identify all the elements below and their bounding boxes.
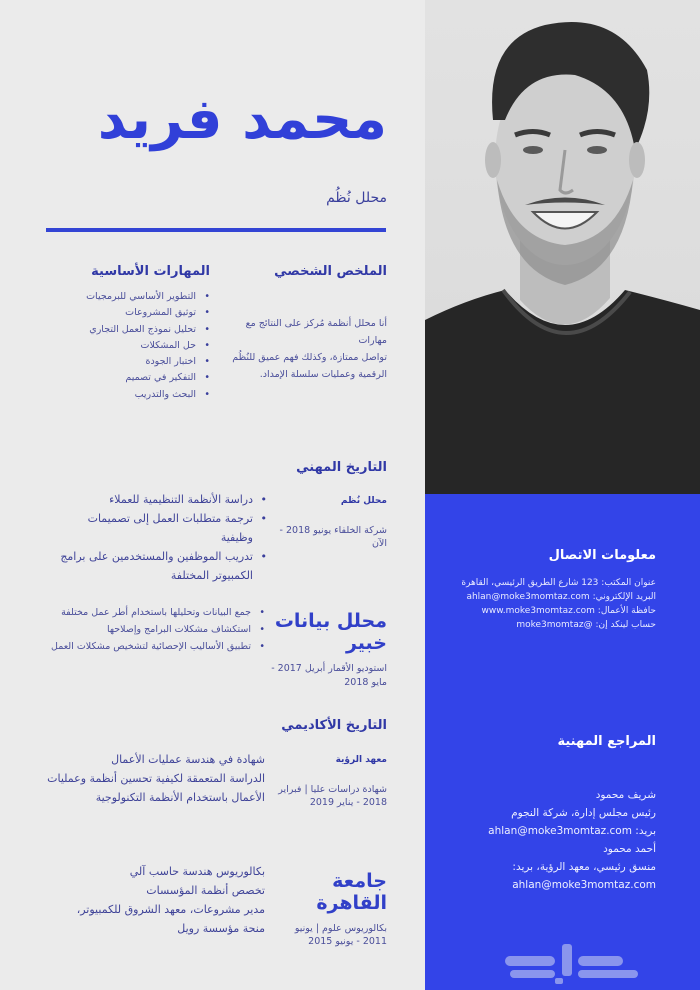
duty-item: • دراسة الأنظمة التنظيمية للعملاء: [52, 490, 253, 509]
reference-2-title: منسق رئيسي، معهد الرؤية، بريد:: [512, 861, 656, 873]
contact-title: معلومات الاتصال: [548, 548, 656, 563]
skill-item: • اختبار الجودة: [60, 354, 196, 370]
duty-item: • تطبيق الأساليب الإحصائية لتشخيص مشكلات العمل: [50, 638, 251, 655]
references-lines: [488, 786, 656, 894]
job-1-meta: [277, 496, 387, 550]
contact-linkedin[interactable]: حساب لينكد إن: @moke3momtaz: [516, 620, 656, 630]
skill-item: • البحث والتدريب: [60, 387, 196, 403]
reference-1-email[interactable]: بريد: ahlan@moke3momtaz.com: [488, 825, 656, 837]
duty-item: • ترجمة متطلبات العمل إلى تصميمات وظيفية: [52, 509, 253, 547]
job-2-company-dates: استوديو الأقمار أبريل 2017 - مايو 2018: [271, 663, 387, 688]
reference-2-name: أحمد محمود: [603, 843, 656, 855]
reference-2-email[interactable]: ahlan@moke3momtaz.com: [512, 879, 656, 891]
summary-title: الملخص الشخصي: [274, 264, 387, 279]
edu-1-details: شهادة في هندسة عمليات الأعمال الدراسة المتعمقة لكيفية تحسين أنظمة وعمليات الأعمال باستخدام الأنظمة التكنولوجية: [47, 753, 265, 804]
work-history-title: التاريخ المهني: [296, 460, 387, 475]
contact-panel: [425, 494, 700, 990]
reference-1-title: رئيس مجلس إدارة، شركة النجوم: [511, 807, 656, 819]
edu-2-details: بكالوريوس هندسة حاسب آلي تخصص أنظمة المؤسسات مدير مشروعات، معهد الشروق للكمبيوتر، منحة مؤسسة رويل: [76, 865, 265, 935]
contact-lines: [461, 576, 656, 632]
side-column: [425, 0, 700, 990]
duty-item: • تدريب الموظفين والمستخدمين على برامج: [52, 547, 253, 566]
summary-text: أنا محلل أنظمة مُركز على النتائج مع مهارات تواصل ممتازة، وكذلك فهم عميق للنُظُم الرقمية وعمليات سلسلة الإمداد.: [232, 318, 387, 380]
education-title: التاريخ الأكاديمي: [281, 718, 387, 733]
duty-item: • جمع البيانات وتحليلها باستخدام أطر عمل مختلفة: [50, 604, 251, 621]
contact-address: عنوان المكتب: 123 شارع الطريق الرئيسي، القاهرة: [461, 578, 656, 588]
work-history-title-wrap: [187, 460, 387, 475]
candidate-role: محلل نُظُم: [326, 190, 387, 206]
skill-item: • حل المشكلات: [60, 338, 196, 354]
skills-list: [60, 289, 210, 403]
candidate-name: محمد فريد: [97, 87, 387, 152]
header-divider: [46, 228, 386, 232]
edu-2-degree-dates: بكالوريوس علوم | يونيو 2011 - يونيو 2015: [294, 923, 387, 947]
job-1-duties: • دراسة الأنظمة التنظيمية للعملاء • ترجمة متطلبات العمل إلى تصميمات وظيفية • تدريب الموظفين والمستخدمين على برامج الكمبيوتر المختلفة: [52, 490, 267, 585]
skill-item: • تحليل نموذج العمل التجاري: [60, 322, 196, 338]
portrait-illustration: [425, 0, 700, 494]
job-1-position: محلل نُظم: [340, 496, 387, 506]
skill-item: • التطوير الأساسي للبرمجيات: [60, 289, 196, 305]
profile-photo: [425, 0, 700, 494]
skills-section: [60, 264, 210, 403]
contact-portfolio[interactable]: حافظة الأعمال: www.moke3momtaz.com: [481, 606, 656, 616]
references-title: المراجع المهنية: [557, 734, 656, 749]
job-2-meta: [267, 610, 387, 690]
contact-email[interactable]: البريد الإلكتروني: ahlan@moke3momtaz.com: [466, 592, 656, 602]
job-1-company-dates: شركة الخلفاء يونيو 2018 - الآن: [279, 525, 387, 549]
edu-1-institution: معهد الرؤية: [335, 755, 387, 765]
education-title-wrap: [187, 718, 387, 733]
reference-1-name: شريف محمود: [595, 789, 656, 801]
summary-section: [217, 264, 387, 383]
job-2-duties: [50, 604, 265, 655]
skill-item: • التفكير في تصميم: [60, 370, 196, 386]
haraj-watermark-logo: [500, 934, 645, 984]
skills-title: المهارات الأساسية: [91, 264, 210, 279]
edu-2-meta: [267, 870, 387, 948]
edu-1-degree-dates: شهادة دراسات عليا | فبراير 2018 - يناير 2019: [278, 784, 387, 808]
edu-1-meta: [277, 755, 387, 809]
job-2-position: محلل بيانات خبير: [274, 610, 387, 654]
duty-item: • استكشاف مشكلات البرامج وإصلاحها: [50, 621, 251, 638]
edu-2-institution: جامعة القاهرة: [316, 870, 387, 914]
skill-item: • توثيق المشروعات: [60, 305, 196, 321]
